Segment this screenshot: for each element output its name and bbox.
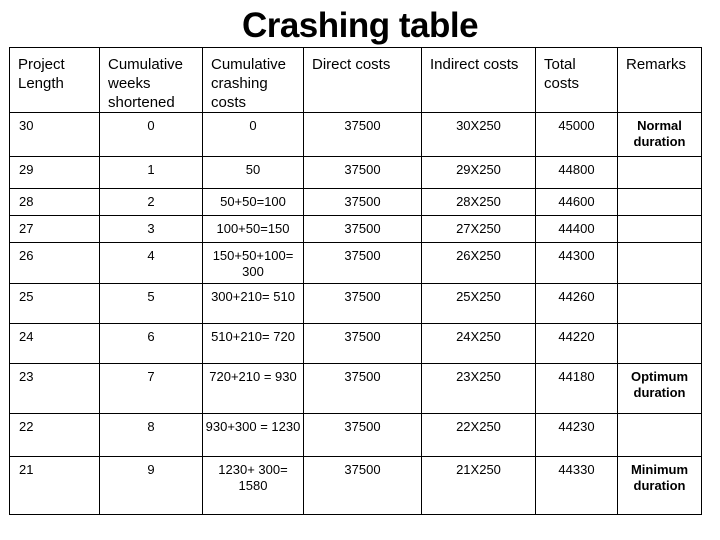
cell-project-length: 29	[10, 157, 100, 189]
cell-total-costs: 44230	[536, 414, 618, 457]
cell-crashing-costs: 0	[203, 113, 304, 157]
table-row	[10, 364, 702, 414]
cell-weeks-shortened: 0	[100, 113, 203, 157]
table-row	[10, 113, 702, 157]
cell-indirect-costs: 22X250	[422, 414, 536, 457]
header-remarks: Remarks	[618, 48, 702, 113]
cell-indirect-costs: 27X250	[422, 216, 536, 243]
cell-weeks-shortened: 3	[100, 216, 203, 243]
table-row	[10, 157, 702, 189]
cell-total-costs: 44300	[536, 243, 618, 284]
cell-weeks-shortened: 5	[100, 284, 203, 324]
cell-project-length: 21	[10, 457, 100, 515]
cell-indirect-costs: 28X250	[422, 189, 536, 216]
cell-crashing-costs: 720+210 = 930	[203, 364, 304, 414]
cell-direct-costs: 37500	[304, 457, 422, 515]
cell-crashing-costs: 50+50=100	[203, 189, 304, 216]
cell-weeks-shortened: 8	[100, 414, 203, 457]
cell-indirect-costs: 30X250	[422, 113, 536, 157]
header-direct-costs: Direct costs	[304, 48, 422, 113]
cell-indirect-costs: 26X250	[422, 243, 536, 284]
cell-direct-costs: 37500	[304, 414, 422, 457]
table-row	[10, 243, 702, 284]
cell-total-costs: 44400	[536, 216, 618, 243]
cell-project-length: 22	[10, 414, 100, 457]
table-row	[10, 457, 702, 515]
cell-crashing-costs: 100+50=150	[203, 216, 304, 243]
cell-project-length: 26	[10, 243, 100, 284]
cell-remarks	[618, 216, 702, 243]
cell-remarks: Optimum duration	[618, 364, 702, 414]
cell-remarks	[618, 414, 702, 457]
cell-weeks-shortened: 1	[100, 157, 203, 189]
header-project-length: Project Length	[10, 48, 100, 113]
cell-indirect-costs: 24X250	[422, 324, 536, 364]
header-weeks-shortened: Cumulative weeks shortened	[100, 48, 203, 113]
cell-weeks-shortened: 9	[100, 457, 203, 515]
cell-direct-costs: 37500	[304, 113, 422, 157]
cell-project-length: 23	[10, 364, 100, 414]
cell-remarks	[618, 243, 702, 284]
cell-direct-costs: 37500	[304, 216, 422, 243]
page-title: Crashing table	[241, 6, 479, 45]
cell-direct-costs: 37500	[304, 324, 422, 364]
cell-direct-costs: 37500	[304, 189, 422, 216]
crashing-table	[9, 47, 702, 515]
cell-project-length: 27	[10, 216, 100, 243]
cell-indirect-costs: 29X250	[422, 157, 536, 189]
header-total-costs: Total costs	[536, 48, 618, 113]
table-row	[10, 189, 702, 216]
table-row	[10, 284, 702, 324]
cell-total-costs: 44800	[536, 157, 618, 189]
cell-crashing-costs: 930+300 = 1230	[203, 414, 304, 457]
cell-indirect-costs: 21X250	[422, 457, 536, 515]
table-row	[10, 324, 702, 364]
cell-crashing-costs: 50	[203, 157, 304, 189]
cell-crashing-costs: 510+210= 720	[203, 324, 304, 364]
cell-crashing-costs: 150+50+100= 300	[203, 243, 304, 284]
table-row	[10, 216, 702, 243]
cell-crashing-costs: 300+210= 510	[203, 284, 304, 324]
cell-project-length: 28	[10, 189, 100, 216]
cell-total-costs: 44260	[536, 284, 618, 324]
cell-weeks-shortened: 6	[100, 324, 203, 364]
cell-remarks: Normal duration	[618, 113, 702, 157]
cell-remarks	[618, 324, 702, 364]
header-row	[10, 48, 702, 113]
cell-total-costs: 44330	[536, 457, 618, 515]
header-indirect-costs: Indirect costs	[422, 48, 536, 113]
cell-indirect-costs: 25X250	[422, 284, 536, 324]
cell-weeks-shortened: 4	[100, 243, 203, 284]
cell-project-length: 25	[10, 284, 100, 324]
cell-remarks	[618, 284, 702, 324]
cell-remarks: Minimum duration	[618, 457, 702, 515]
cell-direct-costs: 37500	[304, 243, 422, 284]
cell-total-costs: 44220	[536, 324, 618, 364]
cell-total-costs: 45000	[536, 113, 618, 157]
table-row	[10, 414, 702, 457]
cell-direct-costs: 37500	[304, 284, 422, 324]
cell-project-length: 24	[10, 324, 100, 364]
cell-total-costs: 44600	[536, 189, 618, 216]
cell-remarks	[618, 157, 702, 189]
cell-weeks-shortened: 7	[100, 364, 203, 414]
cell-total-costs: 44180	[536, 364, 618, 414]
cell-remarks	[618, 189, 702, 216]
cell-direct-costs: 37500	[304, 364, 422, 414]
cell-project-length: 30	[10, 113, 100, 157]
cell-weeks-shortened: 2	[100, 189, 203, 216]
cell-crashing-costs: 1230+ 300= 1580	[203, 457, 304, 515]
cell-direct-costs: 37500	[304, 157, 422, 189]
cell-indirect-costs: 23X250	[422, 364, 536, 414]
header-crashing-costs: Cumulative crashing costs	[203, 48, 304, 113]
